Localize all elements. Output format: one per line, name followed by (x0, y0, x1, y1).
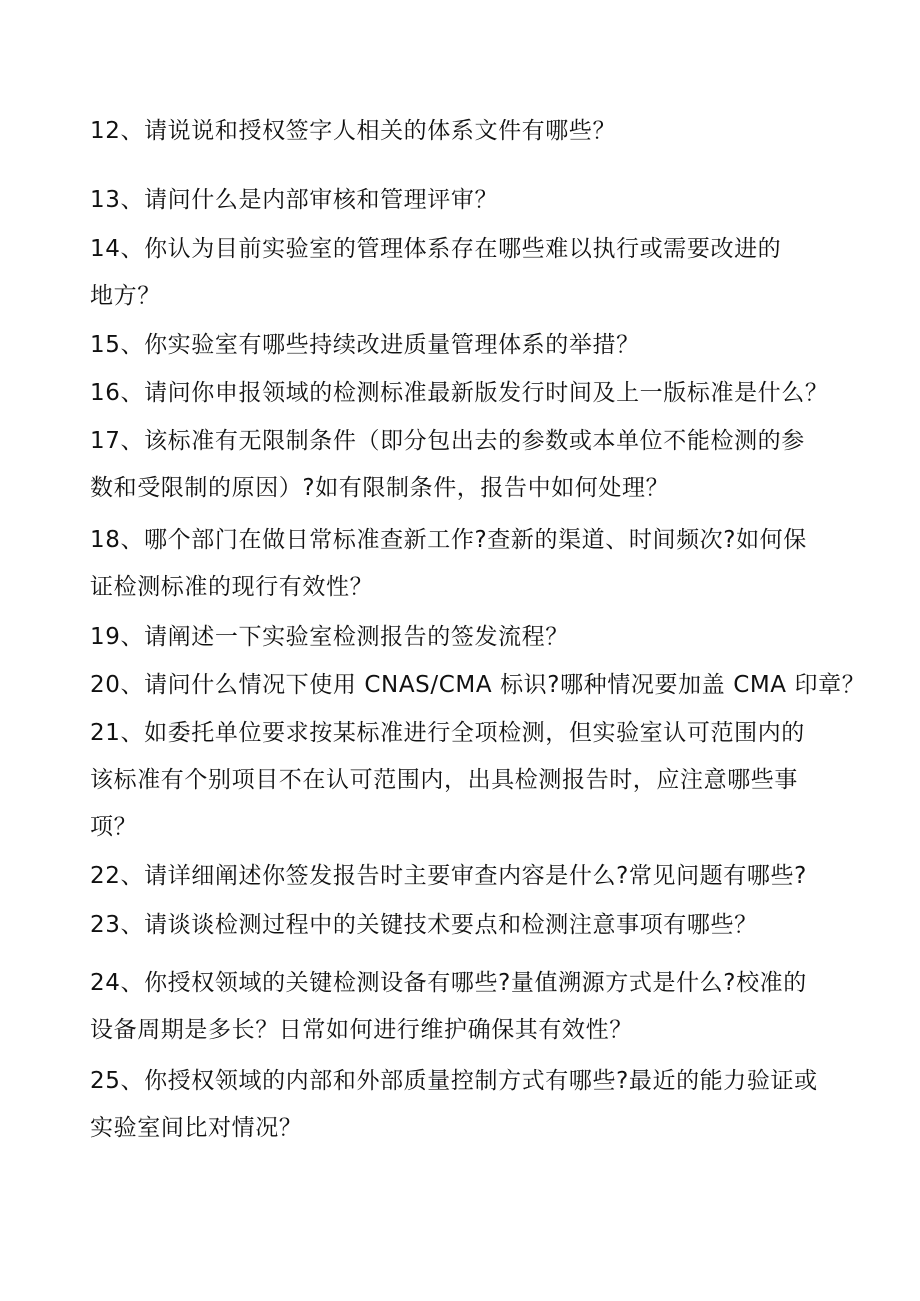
question-23: 23、请谈谈检测过程中的关键技术要点和检测注意事项有哪些？ (90, 912, 758, 938)
question-22: 22、请详细阐述你签发报告时主要审查内容是什么?常见问题有哪些? (90, 863, 807, 889)
question-12: 12、请说说和授权签字人相关的体系文件有哪些？ (90, 118, 617, 144)
question-15: 15、你实验室有哪些持续改进质量管理体系的举措？ (90, 332, 640, 358)
question-16: 16、请问你申报领域的检测标准最新版发行时间及上一版标准是什么？ (90, 380, 829, 406)
question-20: 20、请问什么情况下使用 CNAS/CMA 标识?哪种情况要加盖 CMA 印章？ (90, 672, 866, 698)
question-24: 24、你授权领域的关键检测设备有哪些?量值溯源方式是什么?校准的 设备周期是多长？日常如何进行维护确保其有效性？ (90, 970, 807, 1043)
question-21: 21、如委托单位要求按某标准进行全项检测，但实验室认可范围内的 该标准有个别项目不在认可范围内，出具检测报告时，应注意哪些事 项？ (90, 720, 805, 840)
question-18: 18、哪个部门在做日常标准查新工作?查新的渠道、时间频次?如何保 证检测标准的现行有效性？ (90, 527, 807, 600)
question-13: 13、请问什么是内部审核和管理评审？ (90, 187, 499, 213)
question-25: 25、你授权领域的内部和外部质量控制方式有哪些?最近的能力验证或 实验室间比对情况？ (90, 1068, 818, 1141)
question-17: 17、该标准有无限制条件（即分包出去的参数或本单位不能检测的参 数和受限制的原因）?如有限制条件，报告中如何处理？ (90, 428, 805, 501)
question-14: 14、你认为目前实验室的管理体系存在哪些难以执行或需要改进的 地方？ (90, 236, 782, 309)
question-19: 19、请阐述一下实验室检测报告的签发流程？ (90, 624, 569, 650)
